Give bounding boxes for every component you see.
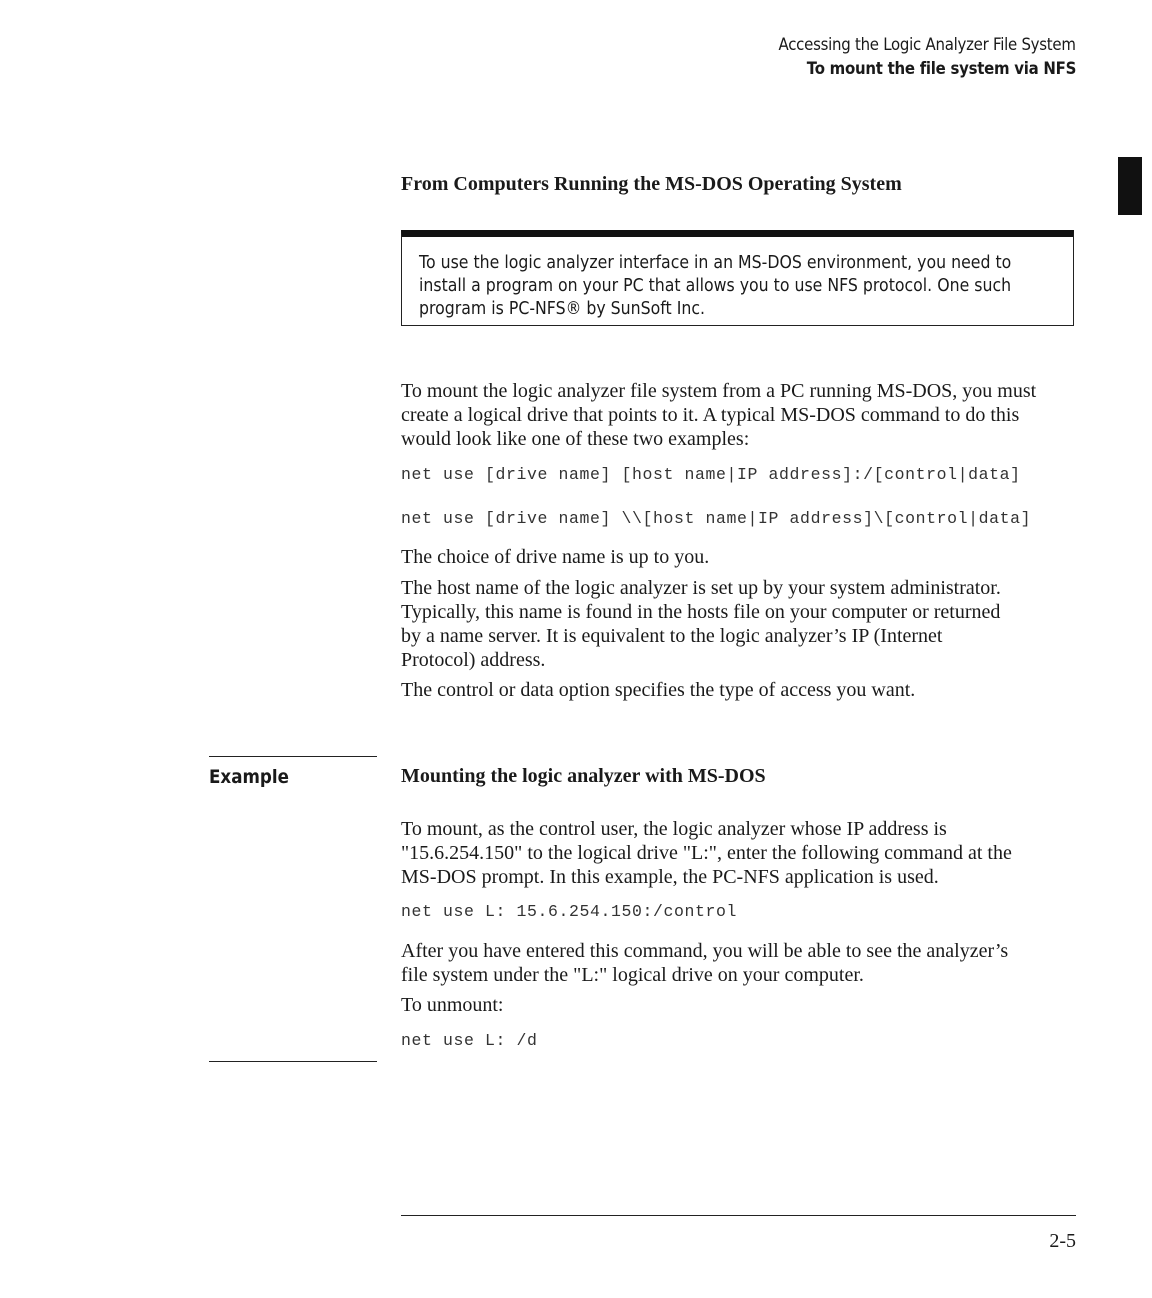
example-label: Example — [209, 766, 289, 788]
option-paragraph: The control or data option specifies the type of access you want. — [401, 679, 916, 701]
text-line: by a name server. It is equivalent to the logic analyzer’s IP (Internet — [401, 625, 943, 647]
note-text — [419, 252, 1049, 321]
footer-rule — [401, 1215, 1076, 1216]
example-paragraph-2 — [401, 939, 1081, 987]
mount-command: net use L: 15.6.254.150:/control — [401, 902, 738, 921]
note-line: install a program on your PC that allows you to use NFS protocol. One such — [419, 276, 1012, 296]
chapter-tab-marker — [1118, 157, 1142, 215]
text-line: The host name of the logic analyzer is set up by your system administrator. — [401, 577, 1001, 599]
example-paragraph-1 — [401, 817, 1081, 889]
text-line: "15.6.254.150" to the logical drive "L:", enter the following command at the — [401, 842, 1012, 864]
drive-name-paragraph: The choice of drive name is up to you. — [401, 546, 710, 568]
note-box — [401, 230, 1074, 326]
text-line: Typically, this name is found in the hosts file on your computer or returned — [401, 601, 1001, 623]
host-name-paragraph — [401, 576, 1081, 672]
text-line: would look like one of these two examples: — [401, 428, 750, 450]
text-line: MS-DOS prompt. In this example, the PC-NFS application is used. — [401, 866, 939, 888]
example-top-rule — [209, 756, 377, 757]
command-example-1: net use [drive name] [host name|IP address]:/[control|data] — [401, 465, 1021, 484]
text-line: create a logical drive that points to it. A typical MS-DOS command to do this — [401, 404, 1020, 426]
page-number: 2-5 — [1049, 1230, 1076, 1252]
note-line: program is PC-NFS® by SunSoft Inc. — [419, 299, 705, 319]
text-line: To mount, as the control user, the logic analyzer whose IP address is — [401, 818, 947, 840]
example-title: Mounting the logic analyzer with MS-DOS — [401, 765, 766, 787]
command-example-2: net use [drive name] \\[host name|IP address]\[control|data] — [401, 509, 1032, 528]
note-line: To use the logic analyzer interface in an MS-DOS environment, you need to — [419, 253, 1012, 273]
running-header-section: To mount the file system via NFS — [806, 59, 1076, 79]
section-title: From Computers Running the MS-DOS Operating System — [401, 173, 902, 195]
running-header-chapter: Accessing the Logic Analyzer File System — [778, 35, 1076, 55]
intro-paragraph — [401, 379, 1081, 451]
unmount-command: net use L: /d — [401, 1031, 538, 1050]
text-line: After you have entered this command, you will be able to see the analyzer’s — [401, 940, 1009, 962]
text-line: Protocol) address. — [401, 649, 546, 671]
text-line: To mount the logic analyzer file system from a PC running MS-DOS, you must — [401, 380, 1037, 402]
unmount-label: To unmount: — [401, 994, 504, 1016]
text-line: file system under the "L:" logical drive on your computer. — [401, 964, 864, 986]
example-bottom-rule — [209, 1061, 377, 1062]
